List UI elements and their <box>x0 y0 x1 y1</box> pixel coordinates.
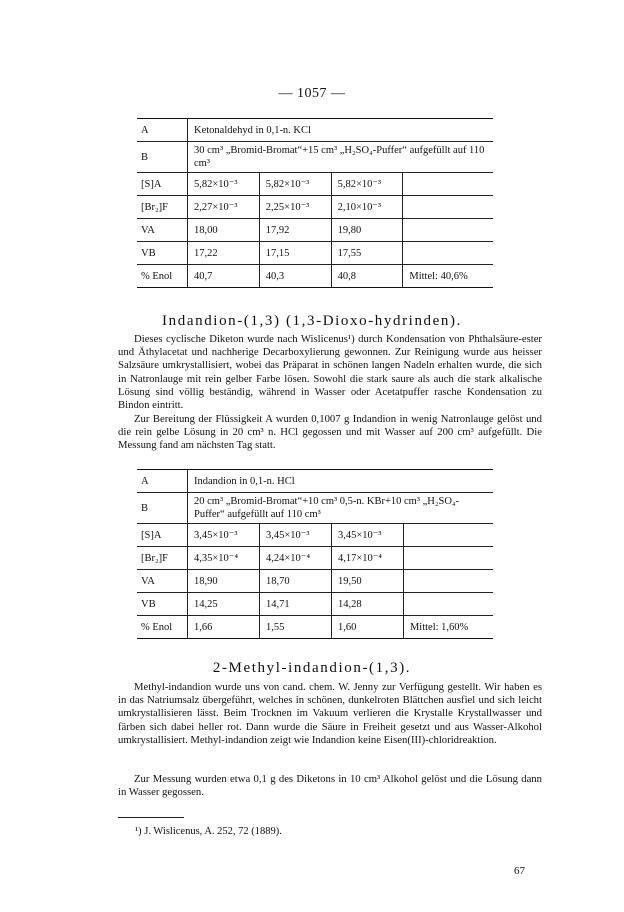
row-label: [S]A <box>137 173 188 196</box>
page-number: 67 <box>514 865 525 877</box>
cell: 18,00 <box>188 219 260 242</box>
cell: 5,82×10⁻³ <box>188 173 260 196</box>
cell <box>403 173 493 196</box>
cell: 3,45×10⁻³ <box>259 524 331 547</box>
cell: 40,8 <box>331 265 403 288</box>
cell <box>403 196 493 219</box>
row-label: A <box>137 470 188 493</box>
cell: 14,71 <box>259 593 331 616</box>
table-indandion <box>137 469 493 639</box>
cell: 17,22 <box>188 242 260 265</box>
cell: 4,24×10⁻⁴ <box>259 547 331 570</box>
table-row <box>137 242 493 265</box>
cell: 17,15 <box>259 242 331 265</box>
paragraph: Methyl-indandion wurde uns von cand. chem. W. Jenny zur Verfügung gestellt. Wir haben es in das Natriumsalz übergeführt, welches in schönen, dunkelroten Blättchen ausfiel und sich leicht umkrystallisieren lässt. Beim Trocknen im Vakuum verlieren die Krystalle Krystallwasser und färben sich dabei heller rot. Dann wurde die Säure in Freiheit gesetzt und aus Wasser-Alkohol umkrystallisiert. Methyl-indandion zeigt wie Indandion keine Eisen(III)-chloridreaktion. <box>118 681 542 746</box>
cell: 1,60 <box>331 616 403 639</box>
cell <box>403 547 493 570</box>
cell: 40,7 <box>188 265 260 288</box>
cell <box>403 242 493 265</box>
row-label: VA <box>137 570 188 593</box>
row-label: % Enol <box>137 616 188 639</box>
section-heading-indandion: Indandion-(1,3) (1,3-Dioxo-hydrinden). <box>162 313 462 329</box>
cell: 5,82×10⁻³ <box>331 173 403 196</box>
footnote-rule <box>118 817 184 818</box>
row-label: % Enol <box>137 265 188 288</box>
cell <box>403 570 493 593</box>
table-row <box>137 142 493 173</box>
cell: 2,10×10⁻³ <box>331 196 403 219</box>
cell: Mittel: 40,6% <box>403 265 493 288</box>
cell: 18,90 <box>188 570 260 593</box>
cell: 1,66 <box>188 616 260 639</box>
table-row <box>137 265 493 288</box>
row-label: [Br₂]F <box>137 547 188 570</box>
table-row <box>137 196 493 219</box>
cell: 14,28 <box>331 593 403 616</box>
cell: 17,92 <box>259 219 331 242</box>
table-row <box>137 547 493 570</box>
table-row <box>137 593 493 616</box>
cell: Mittel: 1,60% <box>403 616 493 639</box>
section-heading-methyl-indandion: 2-Methyl-indandion-(1,3). <box>212 660 412 676</box>
cell: 3,45×10⁻³ <box>331 524 403 547</box>
cell: 2,27×10⁻³ <box>188 196 260 219</box>
row-label: A <box>137 119 188 142</box>
cell: 18,70 <box>259 570 331 593</box>
table-row <box>137 219 493 242</box>
table-row <box>137 119 493 142</box>
row-label: B <box>137 142 188 173</box>
row-value: 20 cm³ „Bromid-Bromat“+10 cm³ 0,5-n. KBr+10 cm³ „H₂SO₄-Puffer“ aufgefüllt auf 110 cm³ <box>188 493 494 524</box>
cell: 5,82×10⁻³ <box>259 173 331 196</box>
table-ketonaldehyd <box>137 118 493 288</box>
page-header: — 1057 — <box>278 86 346 101</box>
table-row <box>137 524 493 547</box>
cell: 4,17×10⁻⁴ <box>331 547 403 570</box>
cell: 3,45×10⁻³ <box>188 524 260 547</box>
row-value: Ketonaldehyd in 0,1-n. KCl <box>188 119 494 142</box>
cell: 40,3 <box>259 265 331 288</box>
row-label: B <box>137 493 188 524</box>
cell: 2,25×10⁻³ <box>259 196 331 219</box>
paragraph: Zur Bereitung der Flüssigkeit A wurden 0,1007 g Indandion in wenig Natronlauge gelöst und die rein gelbe Lösung in 20 cm³ n. HCl gegossen und mit Wasser auf 200 cm³ aufgefüllt. Die Messung fand am nächsten Tag statt. <box>118 413 542 452</box>
paragraph: Zur Messung wurden etwa 0,1 g des Diketons in 10 cm³ Alkohol gelöst und die Lösung dann in Wasser gegossen. <box>118 773 542 799</box>
row-label: [S]A <box>137 524 188 547</box>
cell <box>403 219 493 242</box>
row-label: [Br₂]F <box>137 196 188 219</box>
table-row <box>137 616 493 639</box>
row-label: VB <box>137 593 188 616</box>
paragraph: Dieses cyclische Diketon wurde nach Wislicenus¹) durch Kondensation von Phthalsäure-ester und Äthylacetat und nachherige Decarboxylierung gewonnen. Zur Reinigung wurde aus heisser Salzsäure umkrystallisiert, wobei das Präparat in schönen langen Nadeln erhalten wurde, die sich in Natronlauge mit rein gelber Farbe lösen. Sowohl die stark saure als auch die stark alkalische Lösung sind völlig beständig, während in Wasser oder Acetatpuffer rasche Kondensation zu Bindon eintritt. <box>118 333 542 412</box>
cell <box>403 524 493 547</box>
cell: 1,55 <box>259 616 331 639</box>
row-label: VB <box>137 242 188 265</box>
row-value: Indandion in 0,1-n. HCl <box>188 470 494 493</box>
cell: 4,35×10⁻⁴ <box>188 547 260 570</box>
table-row <box>137 173 493 196</box>
table-row <box>137 470 493 493</box>
row-value: 30 cm³ „Bromid-Bromat“+15 cm³ „H₂SO₄-Puffer“ aufgefüllt auf 110 cm³ <box>188 142 494 173</box>
row-label: VA <box>137 219 188 242</box>
cell: 14,25 <box>188 593 260 616</box>
table-row <box>137 570 493 593</box>
cell: 17,55 <box>331 242 403 265</box>
footnote: ¹) J. Wislicenus, A. 252, 72 (1889). <box>135 826 282 837</box>
cell: 19,80 <box>331 219 403 242</box>
cell <box>403 593 493 616</box>
cell: 19,50 <box>331 570 403 593</box>
table-row <box>137 493 493 524</box>
